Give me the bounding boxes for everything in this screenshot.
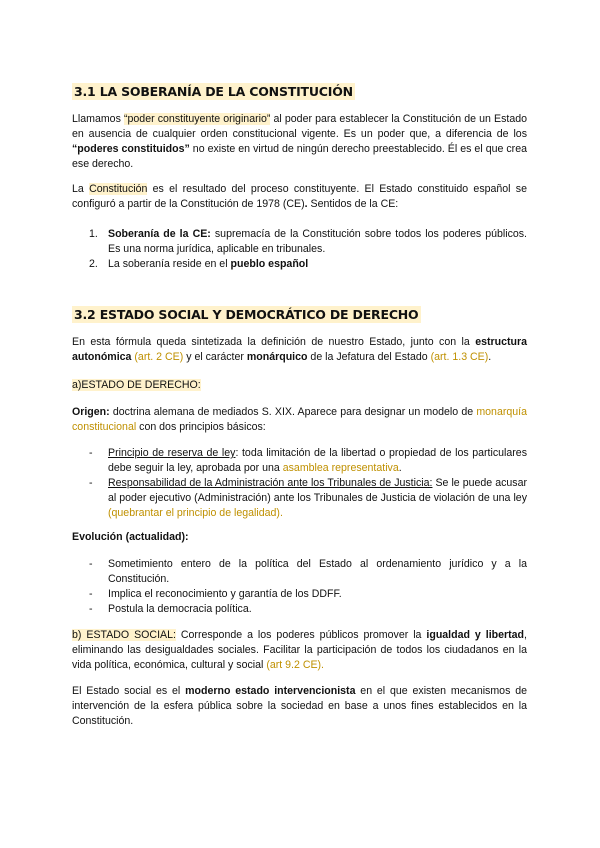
paragraph-constitucion: La Constitución es el resultado del proceso constituyente. El Estado constituido español se configuró a partir de la Constitución de 1978 (CE). Sentidos de la CE: [72,183,527,210]
section-heading-3-1: 3.1 LA SOBERANÍA DE LA CONSTITUCIÓN [74,84,353,99]
section-heading-3-2: 3.2 ESTADO SOCIAL Y DEMOCRÁTICO DE DERECHO [74,307,419,322]
bold-poderes-constituidos: “poderes constituidos” [72,143,190,155]
principios-list [72,446,527,521]
subheading-estado-de-derecho: a)ESTADO DE DERECHO: [72,379,201,391]
paragraph-estado-intervencionista: El Estado social es el moderno estado intervencionista en el que existen mecanismos de intervención de la esfera pública sobre la sociedad en base a unos fines establecidos en la Constitución. [72,685,527,727]
paragraph-origen: Origen: doctrina alemana de mediados S. XIX. Aparece para designar un modelo de monarquía constitucional con dos principios básicos: [72,406,527,433]
list-item: - Sometimiento entero de la política del Estado al ordenamiento jurídico y a la Constitución. [89,558,527,585]
list-item: - Postula la democracia política. [89,603,252,615]
highlight-poder-constituyente: “poder constituyente originario” [124,113,271,125]
subheading-evolucion: Evolución (actualidad): [72,531,189,543]
paragraph-formula: En esta fórmula queda sintetizada la definición de nuestro Estado, junto con la estructura autonómica (art. 2 CE) y el carácter monárquico de la Jefatura del Estado (art. 1.3 CE). [72,336,527,363]
highlight-constitucion: Constitución [89,183,148,195]
list-item: - Implica el reconocimiento y garantía de los DDFF. [89,588,342,600]
list-item: 1. Soberanía de la CE: supremacía de la Constitución sobre todos los poderes públicos. Es una norma jurídica, aplicable en tribunales. [89,228,528,255]
list-item: 2. La soberanía reside en el pueblo español [89,258,309,270]
list-item: - Responsabilidad de la Administración ante los Tribunales de Justicia: Se le puede acusar al poder ejecutivo (Administración) ante los Tribunales de Justicia de violación de una ley (quebrantar el principio de legalidad). [89,477,527,519]
paragraph-poder-constituyente: Llamamos “poder constituyente originario” al poder para establecer la Constitución de un Estado en ausencia de cualquier orden constitucional vigente. Es un poder que, a diferencia de los “poderes constituidos” no existe en virtud de ningún derecho preestablecido. Él es el que crea ese derecho. [72,113,528,170]
paragraph-estado-social: b) ESTADO SOCIAL: Corresponde a los poderes públicos promover la igualdad y libertad, eliminando las desigualdades sociales. Facilitar la participación de todos los ciudadanos en la vida política, económica, cultural y social (art 9.2 CE). [72,629,527,671]
highlight-estado-social: b) ESTADO SOCIAL: [72,629,176,641]
sentidos-list [72,227,527,272]
list-item: - Principio de reserva de ley: toda limitación de la libertad o propiedad de los particulares debe seguir la ley, aprobada por una asamblea representativa. [89,447,527,474]
evolucion-list [72,557,527,617]
